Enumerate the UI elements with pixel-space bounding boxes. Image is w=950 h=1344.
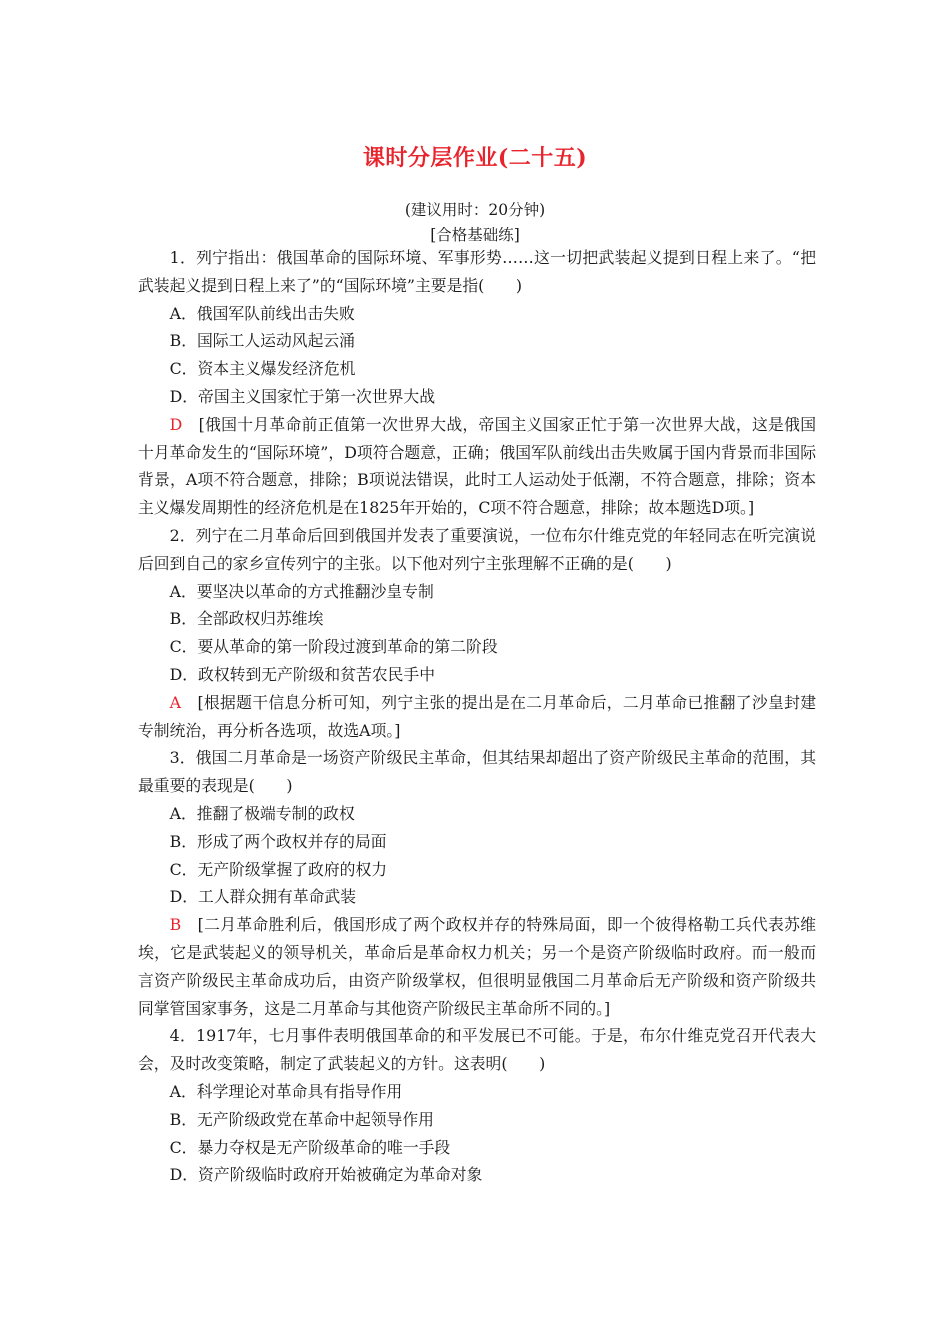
option-b: B．无产阶级政党在革命中起领导作用 <box>169 1109 434 1129</box>
suggested-time: (建议用时：20分钟) <box>404 201 546 219</box>
answer-explanation <box>138 689 816 745</box>
option-a: A．科学理论对革命具有指导作用 <box>169 1081 403 1101</box>
option-b: B．国际工人运动风起云涌 <box>169 331 355 351</box>
explanation-text: [二月革命胜利后，俄国形成了两个政权并存的特殊局面，即一个彼得格勒工兵代表苏维埃，它是武装起义的领导机关，革命后是革命权力机关；另一个是资产阶级临时政府。而一般而言资产阶级民主革命成功后，由资产阶级掌权，但很明显俄国二月革命后无产阶级和资产阶级共同掌管国家事务，这是二月革命与其他资产阶级民主革命所不同的。] <box>138 915 816 1018</box>
option-b: B．全部政权归苏维埃 <box>169 609 324 629</box>
option-c: C．要从革命的第一阶段过渡到革命的第二阶段 <box>169 637 498 657</box>
option-a: A．推翻了极端专制的政权 <box>169 803 355 823</box>
option-c: C．资本主义爆发经济危机 <box>169 359 356 379</box>
question-2 <box>138 522 816 744</box>
option-c: C．无产阶级掌握了政府的权力 <box>169 859 388 879</box>
question-stem: 1．列宁指出：俄国革命的国际环境、军事形势……这一切把武装起义提到日程上来了。“把武装起义提到日程上来了”的“国际环境”主要是指( ) <box>138 248 816 295</box>
answer-letter: A <box>169 692 182 712</box>
option-d: D．政权转到无产阶级和贫苦农民手中 <box>169 664 436 684</box>
option-d: D．帝国主义国家忙于第一次世界大战 <box>169 386 436 406</box>
option-d: D．资产阶级临时政府开始被确定为革命对象 <box>169 1165 483 1185</box>
answer-explanation <box>138 411 816 522</box>
option-d: D．工人群众拥有革命武装 <box>169 887 357 907</box>
explanation-text: [根据题干信息分析可知，列宁主张的提出是在二月革命后，二月革命已推翻了沙皇封建专制统治，再分析各选项，故选A项。] <box>138 692 816 740</box>
question-4 <box>138 1022 816 1189</box>
answer-explanation <box>138 911 816 1022</box>
questions-list <box>138 244 816 1189</box>
option-a: A．俄国军队前线出击失败 <box>169 303 355 323</box>
section-heading: [合格基础练] <box>430 226 520 244</box>
question-3 <box>138 744 816 1022</box>
answer-letter: B <box>169 915 182 935</box>
question-stem: 2．列宁在二月革命后回到俄国并发表了重要演说，一位布尔什维克党的年轻同志在听完演说后回到自己的家乡宣传列宁的主张。以下他对列宁主张理解不正确的是( ) <box>138 525 816 573</box>
option-c: C．暴力夺权是无产阶级革命的唯一手段 <box>169 1137 451 1157</box>
question-stem: 4．1917年，七月事件表明俄国革命的和平发展已不可能。于是，布尔什维克党召开代表大会，及时改变策略，制定了武装起义的方针。这表明( ) <box>138 1026 816 1074</box>
option-b: B．形成了两个政权并存的局面 <box>169 831 387 851</box>
question-stem: 3．俄国二月革命是一场资产阶级民主革命，但其结果却超出了资产阶级民主革命的范围，其最重要的表现是( ) <box>138 748 816 796</box>
option-a: A．要坚决以革命的方式推翻沙皇专制 <box>169 581 434 601</box>
page-title: 课时分层作业(二十五) <box>362 145 588 171</box>
explanation-text: [俄国十月革命前正值第一次世界大战，帝国主义国家正忙于第一次世界大战，这是俄国十月革命发生的“国际环境”，D项符合题意，正确；俄国军队前线出击失败属于国内背景而非国际背景，A项不符合题意，排除；B项说法错误，此时工人运动处于低潮，不符合题意，排除；资本主义爆发周期性的经济危机是在1825年开始的，C项不符合题意，排除；故本题选D项。] <box>138 414 816 518</box>
question-1 <box>138 244 816 522</box>
answer-letter: D <box>169 414 183 434</box>
